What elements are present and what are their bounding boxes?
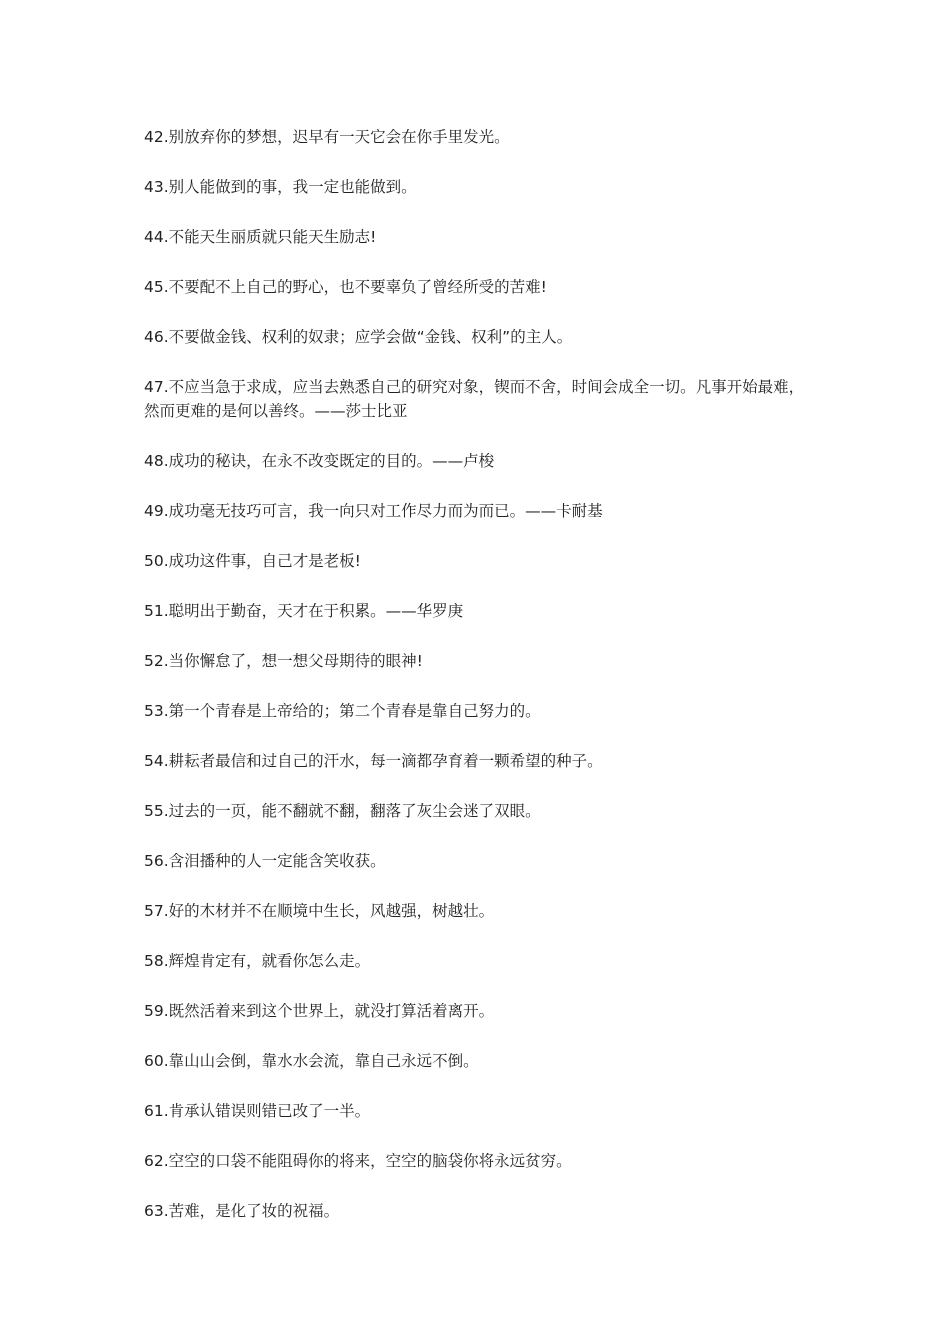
paragraph-50: 50.成功这件事，自己才是老板! xyxy=(144,552,361,570)
paragraph-43: 43.别人能做到的事，我一定也能做到。 xyxy=(144,178,417,196)
paragraph-62: 62.空空的口袋不能阻碍你的将来，空空的脑袋你将永远贫穷。 xyxy=(144,1152,572,1170)
paragraph-42: 42.别放弃你的梦想，迟早有一天它会在你手里发光。 xyxy=(144,128,510,146)
paragraph-44: 44.不能天生丽质就只能天生励志! xyxy=(144,228,377,246)
paragraph-61: 61.肯承认错误则错已改了一半。 xyxy=(144,1102,371,1120)
paragraph-56: 56.含泪播种的人一定能含笑收获。 xyxy=(144,852,386,870)
paragraph-45: 45.不要配不上自己的野心，也不要辜负了曾经所受的苦难! xyxy=(144,278,547,296)
paragraph-57: 57.好的木材并不在顺境中生长，风越强，树越壮。 xyxy=(144,902,495,920)
paragraph-49: 49.成功毫无技巧可言，我一向只对工作尽力而为而已。——卡耐基 xyxy=(144,502,603,520)
paragraph-47: 47.不应当急于求成，应当去熟悉自己的研究对象，锲而不舍，时间会成全一切。凡事开始最难，然而更难的是何以善终。——莎士比亚 xyxy=(144,378,805,420)
paragraph-51: 51.聪明出于勤奋，天才在于积累。——华罗庚 xyxy=(144,602,464,620)
paragraph-53: 53.第一个青春是上帝给的；第二个青春是靠自己努力的。 xyxy=(144,702,541,720)
paragraph-46: 46.不要做金钱、权利的奴隶；应学会做“金钱、权利”的主人。 xyxy=(144,328,573,346)
paragraph-58: 58.辉煌肯定有，就看你怎么走。 xyxy=(144,952,371,970)
paragraph-55: 55.过去的一页，能不翻就不翻，翻落了灰尘会迷了双眼。 xyxy=(144,802,541,820)
paragraph-59: 59.既然活着来到这个世界上，就没打算活着离开。 xyxy=(144,1002,495,1020)
paragraph-63: 63.苦难，是化了妆的祝福。 xyxy=(144,1202,340,1220)
paragraph-54: 54.耕耘者最信和过自己的汗水，每一滴都孕育着一颗希望的种子。 xyxy=(144,752,603,770)
paragraph-48: 48.成功的秘诀，在永不改变既定的目的。——卢梭 xyxy=(144,452,495,470)
document-body xyxy=(144,125,814,1249)
paragraph-52: 52.当你懈怠了，想一想父母期待的眼神! xyxy=(144,652,423,670)
paragraph-60: 60.靠山山会倒，靠水水会流，靠自己永远不倒。 xyxy=(144,1052,479,1070)
